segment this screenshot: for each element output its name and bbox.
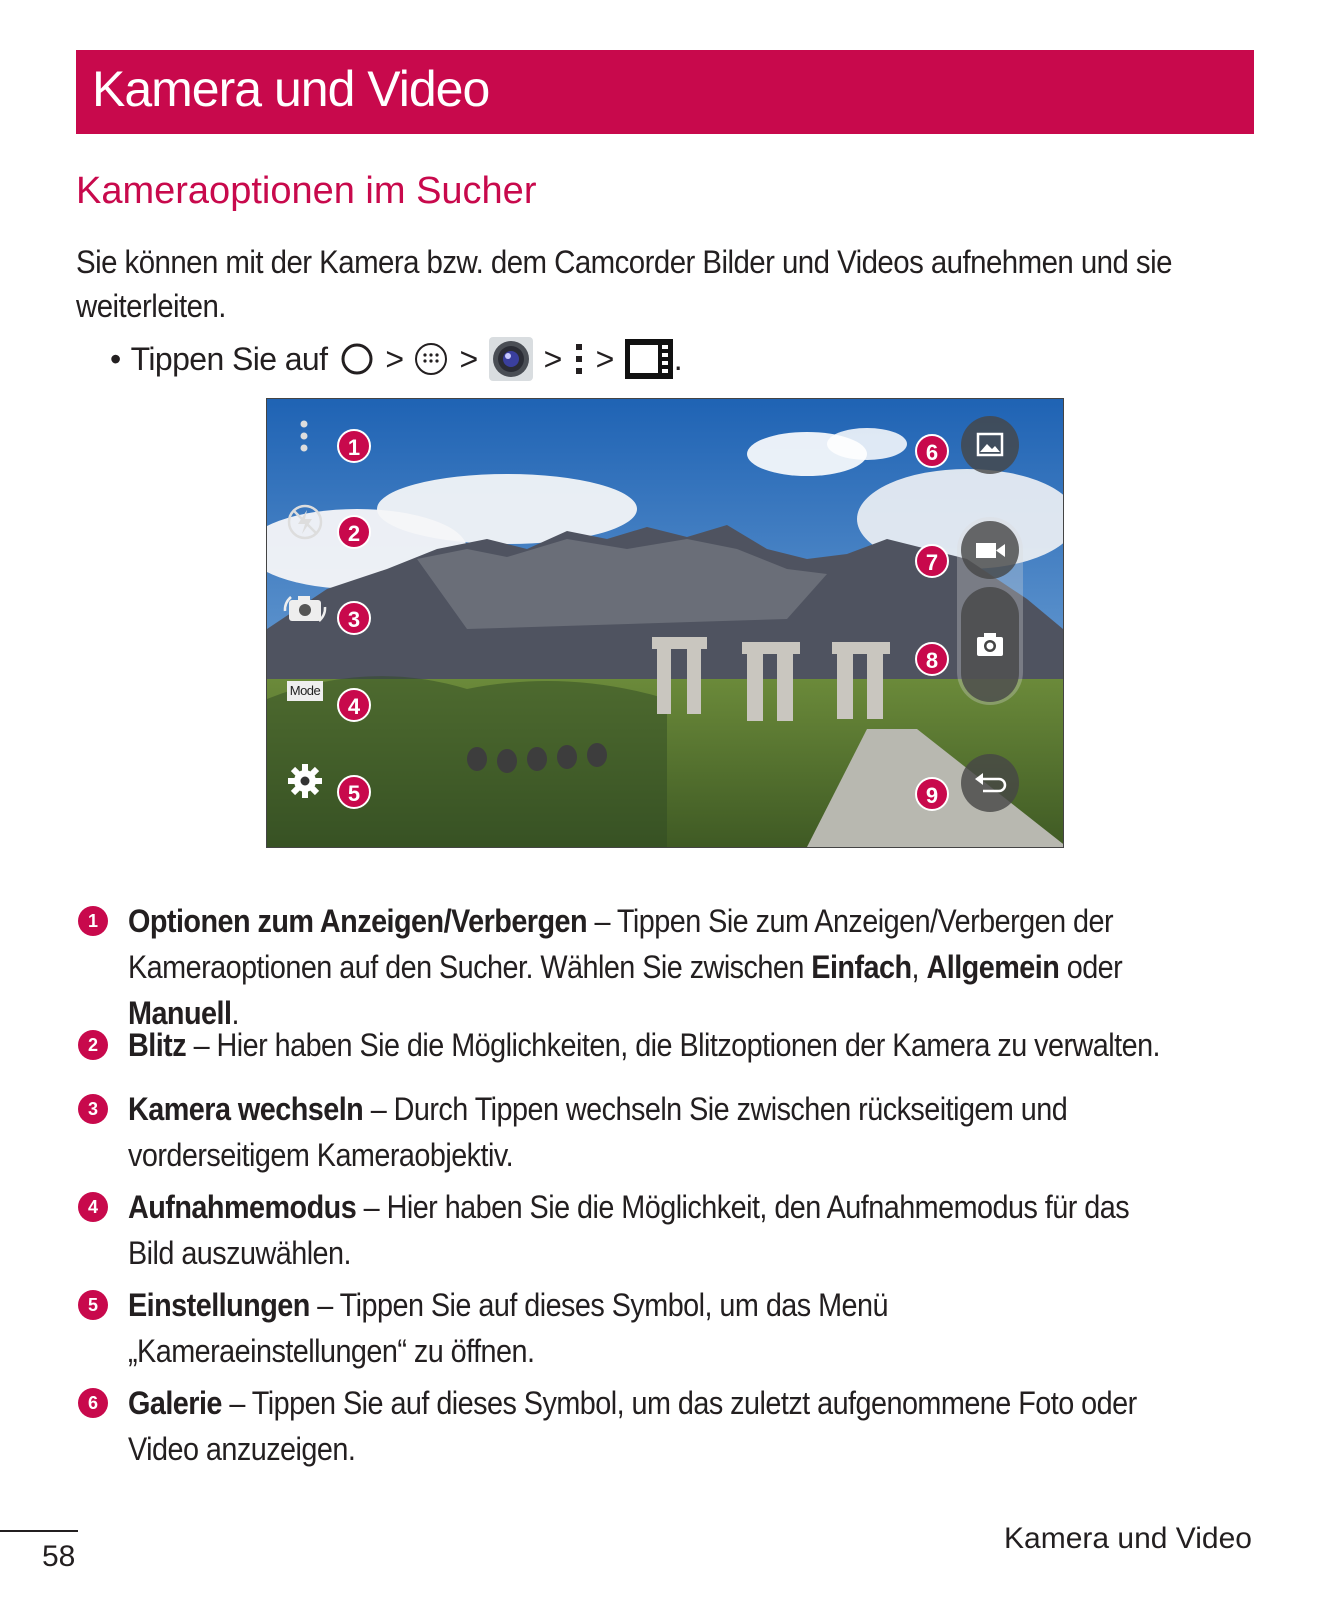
gallery-button[interactable] <box>961 416 1019 474</box>
steps-prefix: Tippen Sie auf <box>130 340 328 377</box>
item-desc: – Tippen Sie auf dieses Symbol, um das Menü <box>309 1287 888 1323</box>
separator: > <box>459 340 478 377</box>
intro-paragraph <box>76 240 1172 328</box>
film-mode-icon <box>624 337 674 381</box>
item-number: 3 <box>78 1094 108 1124</box>
chapter-title: Kamera und Video <box>92 61 490 117</box>
item-term: Einstellungen <box>128 1287 310 1323</box>
landscape-photo <box>267 399 1063 847</box>
item-desc: Video anzuzeigen. <box>128 1431 356 1467</box>
back-button[interactable] <box>961 754 1019 812</box>
section-title: Kameraoptionen im Sucher <box>76 170 537 212</box>
footer-section-title: Kamera und Video <box>1004 1522 1252 1555</box>
flash-off-icon[interactable] <box>286 503 324 541</box>
bullet: • <box>110 340 121 377</box>
callout-2: 2 <box>337 515 371 549</box>
item-desc: vorderseitigem Kameraobjektiv. <box>128 1137 514 1173</box>
item-number: 2 <box>78 1030 108 1060</box>
item-term: Kamera wechseln <box>128 1091 364 1127</box>
steps-end: . <box>673 340 683 377</box>
callout-3: 3 <box>337 601 371 635</box>
option-simple: Einfach <box>811 949 912 985</box>
item-term: Galerie <box>128 1385 222 1421</box>
item-term: Aufnahmemodus <box>128 1189 357 1225</box>
settings-gear-icon[interactable] <box>287 763 323 799</box>
camera-app-icon <box>488 336 534 382</box>
item-desc: – Hier haben Sie die Möglichkeiten, die Blitzoptionen der Kamera zu verwalten. <box>186 1027 1161 1063</box>
callout-7: 7 <box>915 544 949 578</box>
switch-camera-icon[interactable] <box>283 591 327 627</box>
apps-grid-icon <box>413 341 449 377</box>
item-number: 1 <box>78 906 108 936</box>
page-number: 58 <box>42 1540 76 1573</box>
item-desc: – Durch Tippen wechseln Sie zwischen rückseitigem und <box>363 1091 1068 1127</box>
item-text <box>128 898 1190 1036</box>
item-desc: – Tippen Sie auf dieses Symbol, um das zuletzt aufgenommene Foto oder <box>221 1385 1137 1421</box>
mode-button[interactable] <box>287 681 323 701</box>
callout-8: 8 <box>915 642 949 676</box>
take-photo-button[interactable] <box>961 587 1019 702</box>
camera-icon <box>961 587 1019 702</box>
item-text <box>128 1022 1190 1068</box>
footer-rule <box>0 1530 78 1532</box>
gallery-icon <box>961 416 1019 474</box>
video-camera-icon <box>961 521 1019 579</box>
item-number: 4 <box>78 1192 108 1222</box>
separator: > <box>543 340 562 377</box>
record-video-button[interactable] <box>961 521 1019 579</box>
callout-9: 9 <box>915 777 949 811</box>
item-desc: – Hier haben Sie die Möglichkeit, den Aufnahmemodus für das <box>356 1189 1130 1225</box>
separator: > <box>595 340 614 377</box>
callout-1: 1 <box>337 429 371 463</box>
menu-dots-icon <box>572 341 586 377</box>
item-desc: . <box>231 995 239 1031</box>
item-number: 6 <box>78 1388 108 1418</box>
item-term: Blitz <box>128 1027 187 1063</box>
item-desc: Kameraoptionen auf den Sucher. Wählen Sie zwischen <box>128 949 812 985</box>
camera-viewfinder-screenshot <box>266 398 1064 848</box>
intro-line-1: Sie können mit der Kamera bzw. dem Camcorder Bilder und Videos aufnehmen und sie <box>76 244 1172 280</box>
back-arrow-icon <box>961 754 1019 812</box>
item-desc: oder <box>1059 949 1123 985</box>
mode-label: Mode <box>289 683 321 698</box>
item-number: 5 <box>78 1290 108 1320</box>
option-manual: Manuell <box>128 995 232 1031</box>
item-text <box>128 1380 1190 1472</box>
navigation-steps <box>110 334 682 384</box>
chapter-banner <box>76 50 1254 134</box>
callout-6: 6 <box>915 434 949 468</box>
item-desc: „Kameraeinstellungen“ zu öffnen. <box>128 1333 535 1369</box>
callout-4: 4 <box>337 688 371 722</box>
item-text <box>128 1086 1190 1178</box>
option-general: Allgemein <box>926 949 1060 985</box>
separator: > <box>385 340 404 377</box>
home-circle-icon <box>339 341 375 377</box>
item-desc: – Tippen Sie zum Anzeigen/Verbergen der <box>587 903 1114 939</box>
item-text <box>128 1184 1190 1276</box>
item-desc: Bild auszuwählen. <box>128 1235 351 1271</box>
item-term: Optionen zum Anzeigen/Verbergen <box>128 903 588 939</box>
callout-5: 5 <box>337 775 371 809</box>
intro-line-2: weiterleiten. <box>76 288 226 324</box>
menu-dots-icon[interactable] <box>299 419 309 453</box>
item-desc: , <box>911 949 927 985</box>
item-text <box>128 1282 1190 1374</box>
